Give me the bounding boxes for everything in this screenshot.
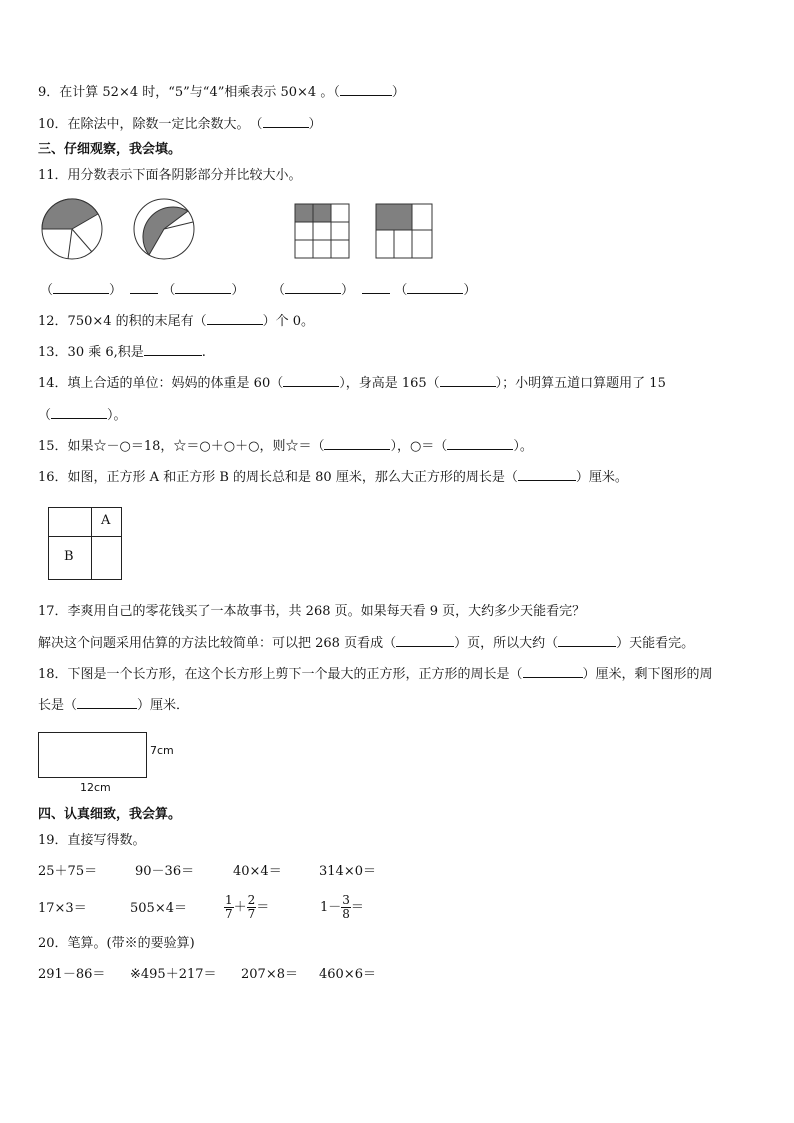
question-19: 19．直接写得数。 <box>38 833 146 848</box>
answer-blank[interactable] <box>263 115 309 128</box>
question-10: 10．在除法中，除数一定比余数大。 （ ） <box>38 117 322 132</box>
divider <box>91 508 92 579</box>
q18-rectangle-figure <box>38 732 147 778</box>
answer-blank[interactable] <box>523 665 583 678</box>
q19-expr-4: 314×0＝ <box>319 864 376 879</box>
compare-blank[interactable] <box>362 281 390 294</box>
answer-blank[interactable] <box>407 281 463 294</box>
compare-blank[interactable] <box>130 281 158 294</box>
answer-blank[interactable] <box>144 343 202 356</box>
answer-blank[interactable] <box>285 281 341 294</box>
question-11: 11．用分数表示下面各阴影部分并比较大小。 <box>38 168 302 183</box>
q19-expr-3: 40×4＝ <box>233 864 282 879</box>
q20-expr-3: 207×8＝ <box>241 967 298 982</box>
answer-blank[interactable] <box>447 437 513 450</box>
question-18: 18．下图是一个长方形，在这个长方形上剪下一个最大的正方形，正方形的周长是（ ）厘米，剩下图形的周 <box>38 667 713 682</box>
section-4-heading: 四、认真细致，我会算。 <box>38 807 182 822</box>
rect-width-label: 12cm <box>80 781 111 794</box>
question-15: 15．如果☆－○＝18，☆＝○＋○＋○，则☆＝（ ），○＝（ ）。 <box>38 439 533 454</box>
answer-blank[interactable] <box>283 374 339 387</box>
question-16: 16．如图，正方形 A 和正方形 B 的周长总和是 80 厘米，那么大正方形的周长是（ ）厘米。 <box>38 470 628 485</box>
rect-height-label: 7cm <box>150 744 174 757</box>
q19-expr-6: 505×4＝ <box>130 901 187 916</box>
q19-fraction-expr-2: 1－ $\frac{3}{8}$ ＝ <box>320 893 364 921</box>
label-b: B <box>64 549 74 564</box>
q19-expr-1: 25＋75＝ <box>38 864 98 879</box>
q19-expr-5: 17×3＝ <box>38 901 87 916</box>
answer-blank[interactable] <box>207 312 263 325</box>
q16-square-figure <box>48 507 122 580</box>
label-a: A <box>101 513 111 528</box>
pie-figure-2 <box>134 199 194 259</box>
grid-figure-2 <box>376 204 432 258</box>
divider <box>49 536 121 537</box>
grid-figure-1 <box>295 204 349 258</box>
answer-blank[interactable] <box>51 406 107 419</box>
q11-figures <box>38 198 458 262</box>
question-12: 12．750×4 的积的末尾有（ ）个 0。 <box>38 314 315 329</box>
answer-blank[interactable] <box>440 374 496 387</box>
question-14-cont: （ ）。 <box>38 408 127 423</box>
answer-blank[interactable] <box>324 437 390 450</box>
question-14: 14．填上合适的单位：妈妈的体重是 60（ ），身高是 165（ ）；小明算五道口算题用了 15 <box>38 376 666 391</box>
q11-blank-row-2: （ ） （ ） <box>272 283 477 298</box>
section-3-heading: 三、仔细观察，我会填。 <box>38 142 182 157</box>
q20-expr-1: 291－86＝ <box>38 967 106 982</box>
question-20: 20．笔算。(带※的要验算) <box>38 936 195 951</box>
question-13: 13．30 乘 6,积是 . <box>38 345 206 360</box>
answer-blank[interactable] <box>53 281 109 294</box>
answer-blank[interactable] <box>396 634 454 647</box>
question-17: 17．李爽用自己的零花钱买了一本故事书，共 268 页。如果每天看 9 页，大约多少天能看完？ <box>38 604 586 619</box>
question-9: 9．在计算 52×4 时，“5”与“4”相乘表示 50×4 。（ ） <box>38 85 405 100</box>
answer-blank[interactable] <box>77 696 137 709</box>
answer-blank[interactable] <box>518 468 576 481</box>
answer-blank[interactable] <box>175 281 231 294</box>
answer-blank[interactable] <box>558 634 616 647</box>
q11-blank-row-1: （ ） （ ） <box>40 283 245 298</box>
q20-expr-2: ※495＋217＝ <box>130 967 217 982</box>
question-17-solution: 解决这个问题采用估算的方法比较简单：可以把 268 页看成（ ）页，所以大约（ ）天能看完。 <box>38 636 695 651</box>
answer-blank[interactable] <box>340 83 392 96</box>
q19-expr-2: 90－36＝ <box>135 864 195 879</box>
q19-fraction-expr-1: $\frac{1}{7}$ ＋ $\frac{2}{7}$ ＝ <box>225 893 270 921</box>
question-18-cont: 长是（ ）厘米． <box>38 698 190 713</box>
pie-figure-1 <box>42 199 102 259</box>
q20-expr-4: 460×6＝ <box>319 967 376 982</box>
